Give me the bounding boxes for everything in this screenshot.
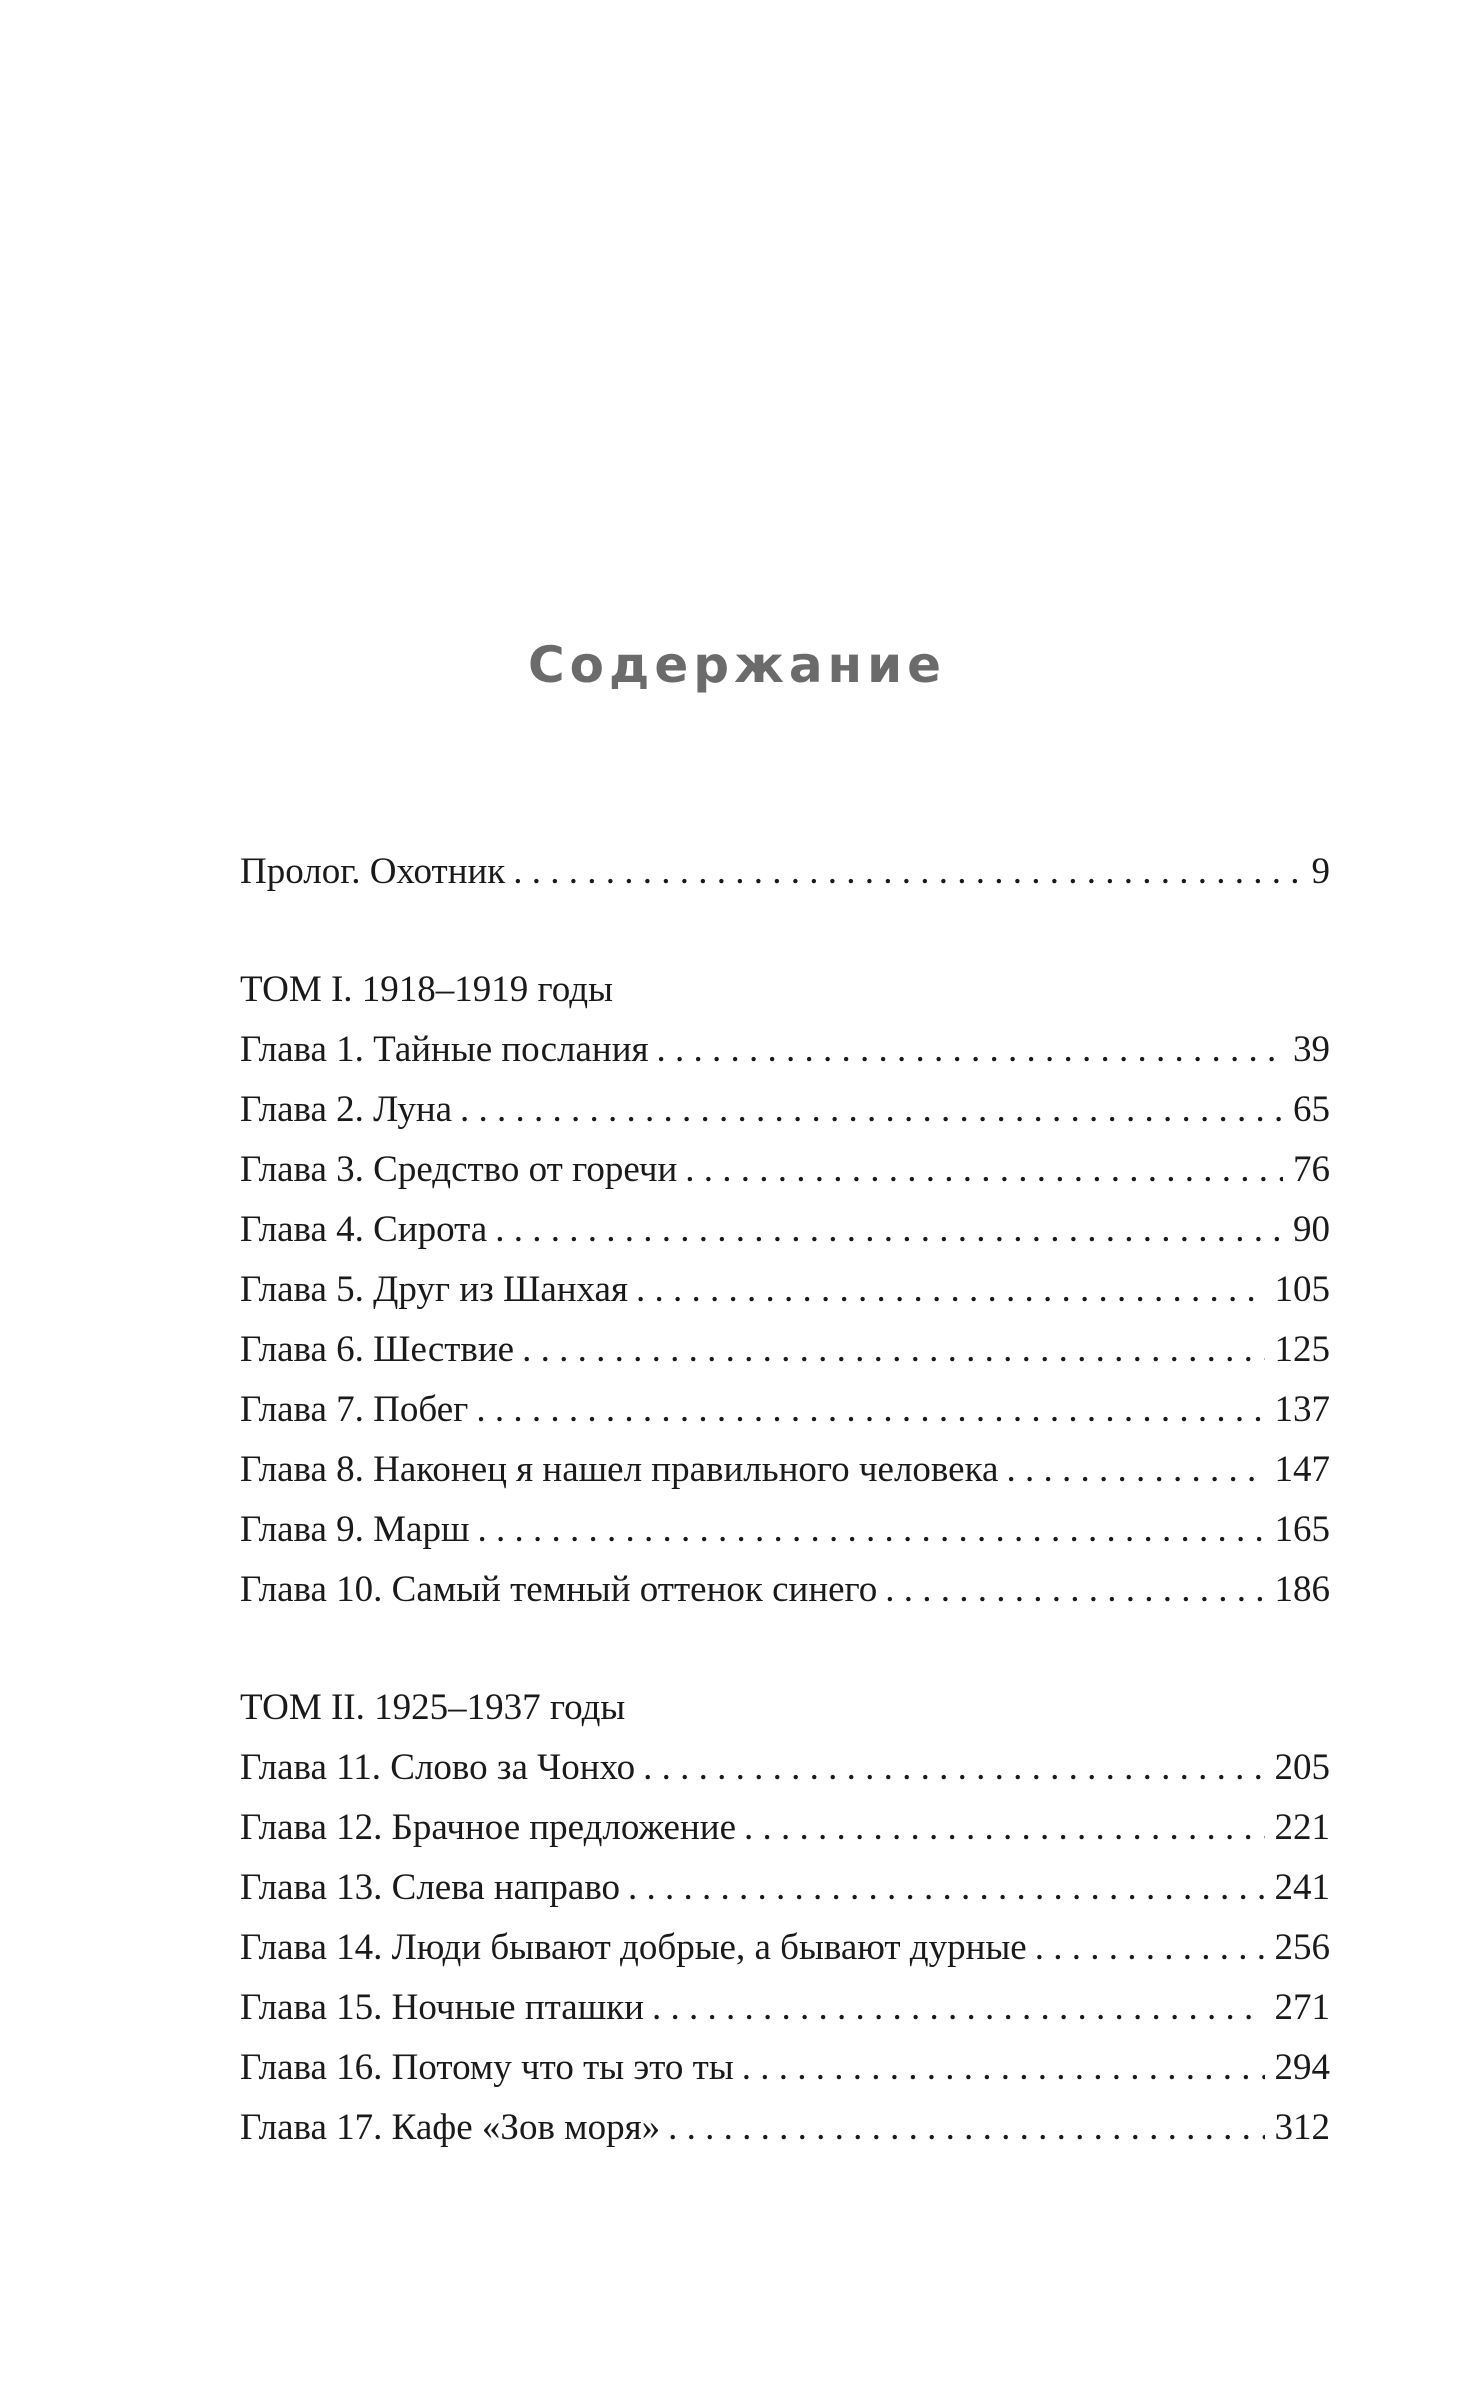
dot-leader bbox=[636, 1260, 1265, 1320]
toc-entry-page: 221 bbox=[1274, 1807, 1330, 1848]
toc-entry-label: Глава 2. Луна bbox=[240, 1089, 453, 1130]
toc-entry-label: Глава 5. Друг из Шанхая bbox=[240, 1269, 628, 1310]
toc-entry-label: Глава 13. Слева направо bbox=[240, 1867, 621, 1908]
toc-entry bbox=[240, 1798, 1330, 1858]
toc-entry-label: Пролог. Охотник bbox=[240, 851, 506, 892]
toc-entry-page: 241 bbox=[1274, 1867, 1330, 1908]
dot-leader bbox=[685, 1140, 1283, 1200]
toc-entry-page: 165 bbox=[1274, 1509, 1330, 1550]
toc-entry-label: Глава 9. Марш bbox=[240, 1509, 470, 1550]
toc-entry bbox=[240, 1260, 1330, 1320]
toc-entry-label: Глава 8. Наконец я нашел правильного человека bbox=[240, 1449, 999, 1490]
toc-entry-page: 125 bbox=[1274, 1329, 1330, 1370]
toc-entry bbox=[240, 1140, 1330, 1200]
toc-entry-label: Глава 10. Самый темный оттенок синего bbox=[240, 1569, 878, 1610]
dot-leader bbox=[628, 1858, 1264, 1918]
toc-entry bbox=[240, 2038, 1330, 2098]
dot-leader bbox=[522, 1320, 1264, 1380]
dot-leader bbox=[643, 1738, 1264, 1798]
toc-entry-page: 294 bbox=[1274, 2047, 1330, 2088]
toc-entry-label: Глава 6. Шествие bbox=[240, 1329, 515, 1370]
toc-entry-page: 9 bbox=[1311, 851, 1330, 892]
dot-leader bbox=[513, 842, 1301, 902]
toc-entry-prologue bbox=[240, 842, 1330, 902]
toc-entry-page: 39 bbox=[1293, 1029, 1330, 1070]
toc-entry bbox=[240, 1560, 1330, 1620]
dot-leader bbox=[885, 1560, 1264, 1620]
dot-leader bbox=[657, 1020, 1283, 1080]
toc-entry bbox=[240, 1020, 1330, 1080]
dot-leader bbox=[652, 1978, 1265, 2038]
toc-entry-page: 90 bbox=[1293, 1209, 1330, 1250]
toc-entry bbox=[240, 1380, 1330, 1440]
toc-entry-page: 76 bbox=[1293, 1149, 1330, 1190]
toc-entry-label: Глава 12. Брачное предложение bbox=[240, 1807, 736, 1848]
volume-heading: ТОМ II. 1925–1937 годы bbox=[240, 1687, 626, 1728]
toc-entry bbox=[240, 1978, 1330, 2038]
toc-entry-label: Глава 7. Побег bbox=[240, 1389, 469, 1430]
toc-entry bbox=[240, 1200, 1330, 1260]
dot-leader bbox=[1006, 1440, 1264, 1500]
toc-entry-label: Глава 11. Слово за Чонхо bbox=[240, 1747, 636, 1788]
dot-leader bbox=[668, 2098, 1264, 2158]
toc-entry bbox=[240, 1080, 1330, 1140]
page-title: Содержание bbox=[527, 636, 947, 694]
toc-entry-label: Глава 15. Ночные пташки bbox=[240, 1987, 644, 2028]
toc-entry-page: 186 bbox=[1274, 1569, 1330, 1610]
dot-leader bbox=[477, 1500, 1264, 1560]
dot-leader bbox=[744, 1798, 1265, 1858]
toc-entry-label: Глава 14. Люди бывают добрые, а бывают дурные bbox=[240, 1927, 1027, 1968]
toc-entry-page: 147 bbox=[1274, 1449, 1330, 1490]
toc-entry bbox=[240, 1858, 1330, 1918]
toc-entry-page: 137 bbox=[1274, 1389, 1330, 1430]
toc-entry bbox=[240, 1738, 1330, 1798]
section-gap bbox=[240, 1620, 1330, 1678]
volume-heading: ТОМ I. 1918–1919 годы bbox=[240, 969, 613, 1010]
toc-entry-page: 312 bbox=[1274, 2107, 1330, 2148]
toc-entry-label: Глава 4. Сирота bbox=[240, 1209, 488, 1250]
toc-entry-label: Глава 17. Кафе «Зов моря» bbox=[240, 2107, 661, 2148]
toc-entry-page: 256 bbox=[1274, 1927, 1330, 1968]
toc-entry bbox=[240, 2098, 1330, 2158]
section-gap bbox=[240, 902, 1330, 960]
table-of-contents bbox=[240, 842, 1330, 2158]
toc-entry-page: 205 bbox=[1274, 1747, 1330, 1788]
toc-entry bbox=[240, 1320, 1330, 1380]
toc-entry-label: Глава 16. Потому что ты это ты bbox=[240, 2047, 734, 2088]
toc-entry-page: 105 bbox=[1274, 1269, 1330, 1310]
dot-leader bbox=[476, 1380, 1264, 1440]
toc-entry-label: Глава 1. Тайные послания bbox=[240, 1029, 649, 1070]
dot-leader bbox=[742, 2038, 1265, 2098]
toc-entry bbox=[240, 1918, 1330, 1978]
toc-entry-page: 271 bbox=[1274, 1987, 1330, 2028]
dot-leader bbox=[460, 1080, 1283, 1140]
toc-entry-page: 65 bbox=[1293, 1089, 1330, 1130]
toc-entry bbox=[240, 1500, 1330, 1560]
dot-leader bbox=[495, 1200, 1283, 1260]
dot-leader bbox=[1035, 1918, 1265, 1978]
toc-entry-label: Глава 3. Средство от горечи bbox=[240, 1149, 678, 1190]
toc-entry bbox=[240, 1440, 1330, 1500]
